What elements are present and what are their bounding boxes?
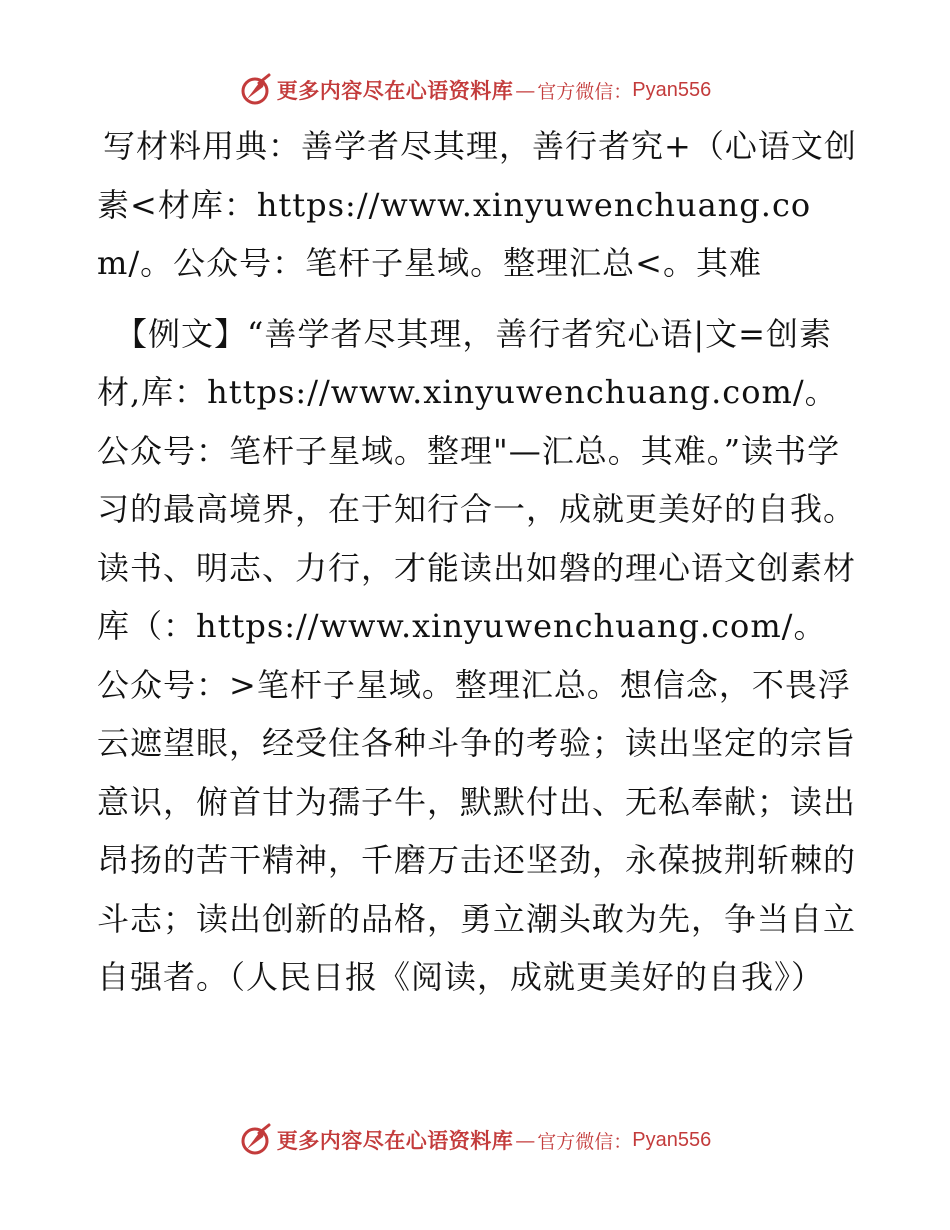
banner-dash: — — [515, 78, 536, 102]
banner-wechat-label: 官方微信： — [537, 80, 633, 103]
document-body — [97, 117, 857, 1007]
footer-wechat-id: Pyan556 — [632, 1128, 712, 1151]
footer-wechat-label: 官方微信： — [537, 1130, 633, 1153]
footer-dash: — — [515, 1128, 536, 1152]
banner-site-text: 更多内容尽在心语资料库 — [276, 78, 514, 103]
pen-nib-logo-icon — [239, 73, 273, 107]
footer-banner — [0, 1120, 950, 1160]
banner-wechat-id: Pyan556 — [632, 78, 712, 101]
paragraph-quote-usage: 写材料用典：善学者尽其理，善行者究+（心语文创素<材库：https://www.xinyuwenchuang.com/。公众号：笔杆子星域。整理汇总<。其难 — [97, 127, 857, 282]
pen-nib-logo-icon — [239, 1123, 273, 1157]
footer-site-text: 更多内容尽在心语资料库 — [276, 1128, 514, 1153]
paragraph-example-essay: 【例文】“善学者尽其理，善行者究心语|文=创素材,库：https://www.xinyuwenchuang.com/。公众号：笔杆子星域。整理"—汇总。其难。”读书学习的最高境界，在于知行合一，成就更美好的自我。读书、明志、力行，才能读出如磐的理心语文创素材库（：https://www.xinyuwenchuang.com/。公众号：>笔杆子星域。整理汇总。想信念，不畏浮云遮望眼，经受住各种斗争的考验；读出坚定的宗旨意识，俯首甘为孺子牛，默默付出、无私奉献；读出昂扬的苦干精神，千磨万击还坚劲，永葆披荆斩棘的斗志；读出创新的品格，勇立潮头敢为先，争当自立自强者。（人民日报《阅读，成就更美好的自我》） — [97, 314, 857, 996]
header-banner — [0, 70, 950, 110]
